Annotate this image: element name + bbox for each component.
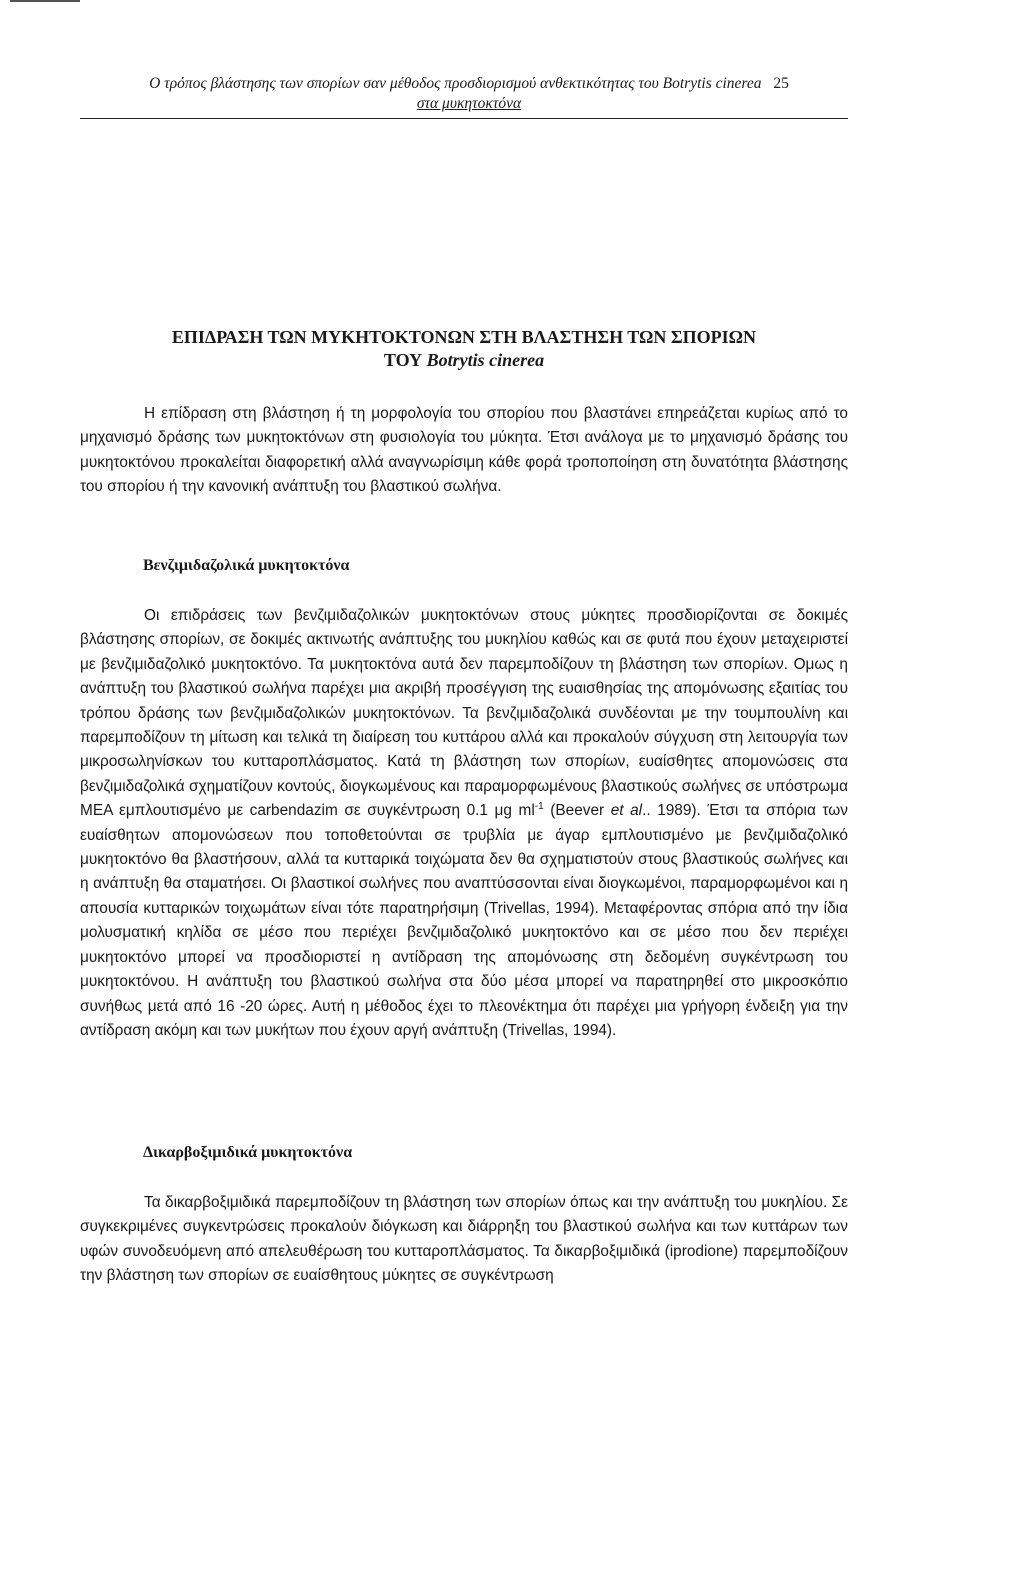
header-rule	[80, 118, 848, 119]
citation-et-al: et al	[610, 802, 643, 820]
intro-paragraph: Η επίδραση στη βλάστηση ή τη μορφολογία του σπορίου που βλαστάνει επηρεάζεται κυρίως από το μηχανισμό δράσης των μυκητοκτόνων στη φυσιολογία του μύκητα. Έτσι ανάλογα με το μηχανισμό δράσης του μυκητοκτόνου προκαλείται διαφορετική αλλά αναγνωρίσιμη κάθε φορά τροποποίηση στη δυνατότητα βλάστησης του σπορίου ή την κανονική ανάπτυξη του βλαστικού σωλήνα.	[80, 405, 848, 496]
benzimidazoles-text-b: (Beever	[543, 802, 611, 820]
page-number: 25	[773, 75, 789, 92]
section-heading-benzimidazoles: Βενζιμιδαζολικά μυκητοκτόνα	[143, 557, 350, 574]
running-header-title: Ο τρόπος βλάστησης των σπορίων σαν μέθοδος προσδιορισμού ανθεκτικότητας του Botrytis cinerea	[149, 75, 762, 92]
chapter-title	[80, 326, 848, 372]
superscript: -1	[534, 801, 544, 813]
benzimidazoles-text-c: .. 1989). Έτσι τα σπόρια των ευαίσθητων απομονώσεων που τοποθετούνται σε τρυβλία με άγαρ εμπλουτισμένο με βενζιμιδαζολικό μυκητοκτόνο θα βλαστήσουν, αλλά τα κυτταρικά τοιχώματα δεν θα σχηματιστούν στους βλαστικούς σωλήνες και η ανάπτυξη θα σταματήσει. Οι βλαστικοί σωλήνες που αναπτύσσονται είναι διογκωμένοι, παραμορφωμένοι και η απουσία κυτταρικών τοιχωμάτων είναι τότε παρατηρήσιμη (Trivellas, 1994). Μεταφέροντας σπόρια από την ίδια μολυσματική κηλίδα σε μέσο που περιέχει βενζιμιδαζολικό μυκητοκτόνο και σε μέσο που δεν περιέχει μυκητοκτόνο μπορεί να προσδιοριστεί η αντίδραση της απομόνωσης στη δεδομένη συγκέντρωση του μυκητοκτόνου. Η ανάπτυξη του βλαστικού σωλήνα στα δύο μέσα μπορεί να παρατηρηθεί στο μικροσκόπιο συνήθως μετά από 16 -20 ώρες. Αυτή η μέθοδος έχει το πλεονέκτημα ότι παρέχει μια γρήγορη ένδειξη για την αντίδραση ακόμη και των μυκήτων που έχουν αργή ανάπτυξη (Trivellas, 1994).	[80, 802, 848, 1039]
section-heading-dicarboximides: Δικαρβοξιμιδικά μυκητοκτόνα	[143, 1144, 353, 1161]
scan-edge-mark	[10, 0, 80, 2]
running-header-line1	[90, 74, 848, 94]
benzimidazoles-text-a: Οι επιδράσεις των βενζιμιδαζολικών μυκητοκτόνων στους μύκητες προσδιορίζονται σε δοκιμές βλάστησης σπορίων, σε δοκιμές ακτινωτής ανάπτυξης του μυκηλίου καθώς και σε φυτά που έχουν μεταχειριστεί με βενζιμιδαζολικό μυκητοκτόνο. Τα μυκητοκτόνα αυτά δεν παρεμποδίζουν τη βλάστηση των σπορίων. Ομως η ανάπτυξη του βλαστικού σωλήνα παρέχει μια ακριβή προσέγγιση της ευαισθησίας της απομόνωσης εξαιτίας του τρόπου δράσης των βενζιμιδαζολικών μυκητοκτόνων. Τα βενζιμιδαζολικά συνδέονται με την τουμπουλίνη και παρεμποδίζουν τη μίτωση και τελικά τη διαίρεση του κυττάρου αλλά και προκαλούν σύγχυση στη λειτουργία των μικροσωληνίσκων του κυτταροπλάσματος. Κατά τη βλάστηση των σπορίων, ευαίσθητες απομονώσεις στα βενζιμιδαζολικά σχηματίζουν κοντούς, διογκωμένους και παραμορφωμένους βλαστικούς σωλήνες σε υπόστρωμα ΜΕΑ εμπλουτισμένο με carbendazim σε συγκέντρωση 0.1 μg ml	[80, 607, 848, 820]
running-header-line2: στα μυκητοκτόνα	[416, 95, 522, 112]
benzimidazoles-paragraph	[80, 604, 848, 1043]
dicarboximides-paragraph: Τα δικαρβοξιμιδικά παρεμποδίζουν τη βλάστηση των σπορίων όπως και την ανάπτυξη του μυκηλίου. Σε συγκεκριμένες συγκεντρώσεις προκαλούν διόγκωση και διάρρηξη του βλαστικού σωλήνα και των κυττάρων των υφών συνοδευόμενη από απελευθέρωση του κυτταροπλάσματος. Τα δικαρβοξιμιδικά (iprodione) παρεμποδίζουν την βλάστηση των σπορίων σε ευαίσθητους μύκητες σε συγκέντρωση	[80, 1194, 848, 1285]
chapter-title-prefix: ΤΟΥ	[383, 350, 427, 370]
chapter-title-line1: ΕΠΙΔΡΑΣΗ ΤΩΝ ΜΥΚΗΤΟΚΤΟΝΩΝ ΣΤΗ ΒΛΑΣΤΗΣΗ ΤΩΝ ΣΠΟΡΙΩΝ	[171, 327, 757, 347]
chapter-title-species: Botrytis cinerea	[426, 350, 545, 370]
chapter-title-line2	[80, 349, 848, 372]
running-header	[90, 74, 848, 114]
